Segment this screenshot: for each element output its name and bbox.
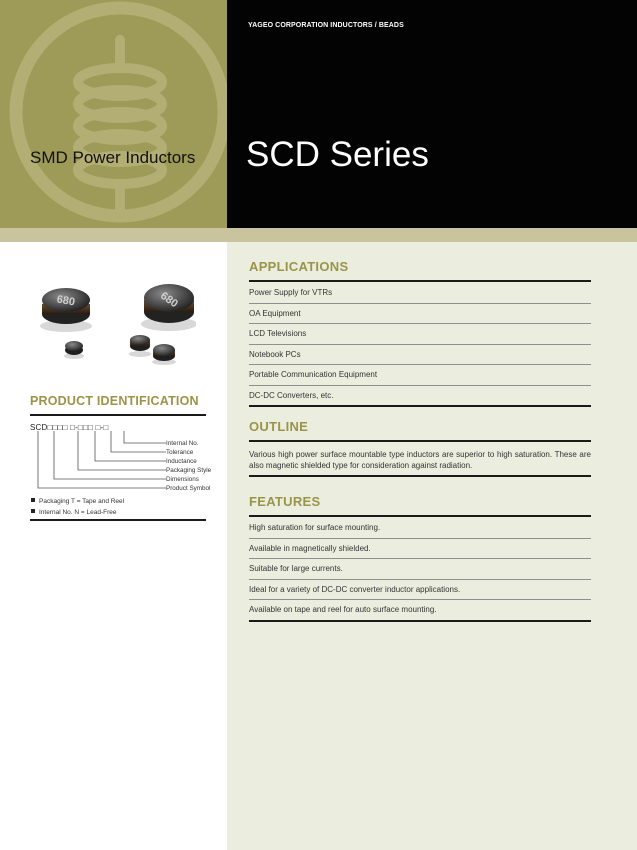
applications-heading: APPLICATIONS — [249, 259, 349, 274]
list-item: Available in magnetically shielded. — [249, 539, 591, 560]
header-title-panel — [227, 0, 637, 228]
pid-label-product-symbol: Product Symbol — [166, 485, 211, 492]
list-item: Portable Communication Equipment — [249, 365, 591, 386]
page-title: SCD Series — [246, 135, 429, 174]
product-photo — [36, 270, 196, 370]
list-item: Available on tape and reel for auto surface mounting. — [249, 600, 591, 622]
pid-bottom-rule — [30, 519, 206, 521]
outline-heading: OUTLINE — [249, 419, 309, 434]
features-top-rule — [249, 515, 591, 517]
header-logo-panel — [0, 0, 227, 228]
list-item: High saturation for surface mounting. — [249, 518, 591, 539]
header-category-label: YAGEO CORPORATION INDUCTORS / BEADS — [248, 22, 404, 29]
pid-top-rule — [30, 414, 206, 416]
features-list — [249, 518, 591, 622]
list-item: Ideal for a variety of DC-DC converter inductor applications. — [249, 580, 591, 601]
list-item: Power Supply for VTRs — [249, 283, 591, 304]
features-heading: FEATURES — [249, 494, 321, 509]
pid-label-tolerance: Tolerance — [166, 449, 194, 456]
outline-top-rule — [249, 440, 591, 442]
pid-label-dimensions: Dimensions — [166, 476, 199, 483]
pid-note-internal-no: Internal No. N = Lead-Free — [31, 509, 117, 516]
outline-bottom-rule — [249, 475, 591, 477]
pid-label-internal-no: Internal No. — [166, 440, 199, 447]
bullet-square-icon — [31, 498, 35, 502]
header-band — [0, 228, 637, 242]
pid-note-packaging: Packaging T = Tape and Reel — [31, 498, 124, 505]
bullet-square-icon — [31, 509, 35, 513]
list-item: Notebook PCs — [249, 345, 591, 366]
applications-list — [249, 283, 591, 407]
list-item: LCD Televisions — [249, 324, 591, 345]
coil-marking: 680 — [55, 293, 76, 309]
header-subtitle: SMD Power Inductors — [30, 148, 196, 167]
outline-text: Various high power surface mountable type inductors are superior to high saturation. These are also magnetic shielded type for consideration against radiation. — [249, 450, 591, 470]
list-item: DC-DC Converters, etc. — [249, 386, 591, 408]
part-number-code: SCD□□□□ □-□□□ □-□ — [30, 423, 109, 432]
coil-marking: 680 — [158, 289, 180, 311]
pid-label-packaging-style: Packaging Style — [166, 467, 212, 474]
list-item: Suitable for large currents. — [249, 559, 591, 580]
coil-watermark-icon — [0, 0, 227, 228]
product-identification-heading: PRODUCT IDENTIFICATION — [30, 394, 199, 408]
part-number-diagram — [30, 430, 170, 494]
pid-label-inductance: Inductance — [166, 458, 197, 465]
list-item: OA Equipment — [249, 304, 591, 325]
applications-top-rule — [249, 280, 591, 282]
